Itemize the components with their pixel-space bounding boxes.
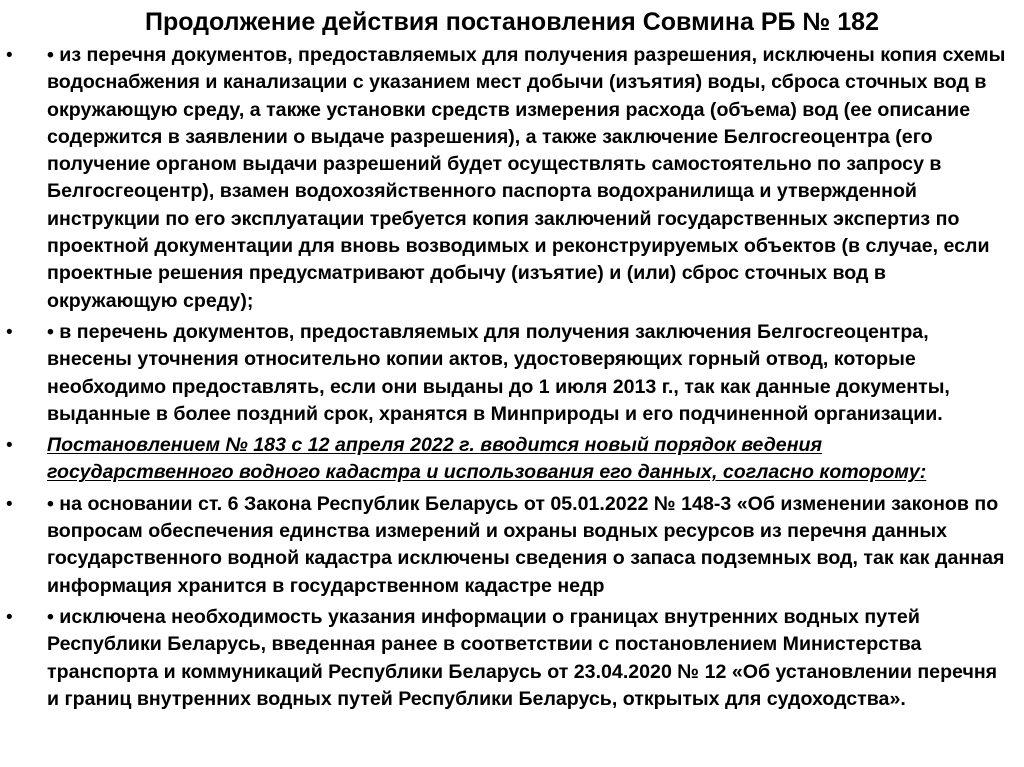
bullet-text: • на основании ст. 6 Закона Республик Беларусь от 05.01.2022 № 148-3 «Об изменении законов по вопросам обеспечения единства измерений и охраны водных ресурсов из перечня данных государственного водной кадастра исключены сведения о запаса подземных вод, так как данная информация хранится в государственном кадастре недр	[47, 492, 1005, 597]
bullet-marker: •	[6, 606, 13, 628]
bullet-item	[0, 319, 1024, 428]
bullet-text: • исключена необходимость указания информации о границах внутренних водных путей Республики Беларусь, введенная ранее в соответствии с постановлением Министерства транспорта и коммуникаций Республики Беларусь от 23.04.2020 № 12 «Об установлении перечня и границ внутренних водных путей Республики Беларусь, открытых для судоходства».	[47, 605, 998, 710]
bullet-item	[0, 604, 1024, 713]
bullet-text: • в перечень документов, предоставляемых для получения заключения Белгосгеоцентра, внесены уточнения относительно копии актов, удостоверяющих горный отвод, которые необходимо предоставлять, если они выданы до 1 июля 2013 г., так как данные документы, выданные в более поздний срок, хранятся в Минприроды и его подчиненной организации.	[47, 320, 950, 425]
bullet-marker: •	[6, 321, 13, 343]
slide-title: Продолжение действия постановления Совмина РБ № 182	[144, 8, 879, 36]
bullet-text: Постановлением № 183 с 12 апреля 2022 г. вводится новый порядок ведения государственного водного кадастра и использования его данных, согласно которому:	[47, 434, 927, 484]
bullet-item-emphasized	[0, 432, 1024, 487]
bullet-marker: •	[6, 45, 13, 66]
bullet-list	[0, 42, 1024, 717]
bullet-item	[0, 491, 1024, 600]
bullet-marker: •	[6, 493, 13, 515]
bullet-item	[0, 42, 1024, 315]
bullet-marker: •	[6, 435, 13, 457]
bullet-text: • из перечня документов, предоставляемых для получения разрешения, исключены копия схемы водоснабжения и канализации с указанием мест добычи (изъятия) воды, сброса сточных вод в окружающую среду, а также установки средств измерения расхода (объема) вод (ее описание содержится в заявлении о выдаче разрешения), а также заключение Белгосгеоцентра (его получение органом выдачи разрешений будет осуществлять самостоятельно по запросу в Белгосгеоцентр), взамен водохозяйственного паспорта водохранилища и утвержденной инструкции по его эксплуатации требуется копия заключений государственных экспертиз по проектной документации для вновь возводимых и реконструируемых объектов (в случае, если проектные решения предусматривают добычу (изъятие) и (или) сброс сточных вод в окружающую среду);	[47, 44, 1006, 312]
